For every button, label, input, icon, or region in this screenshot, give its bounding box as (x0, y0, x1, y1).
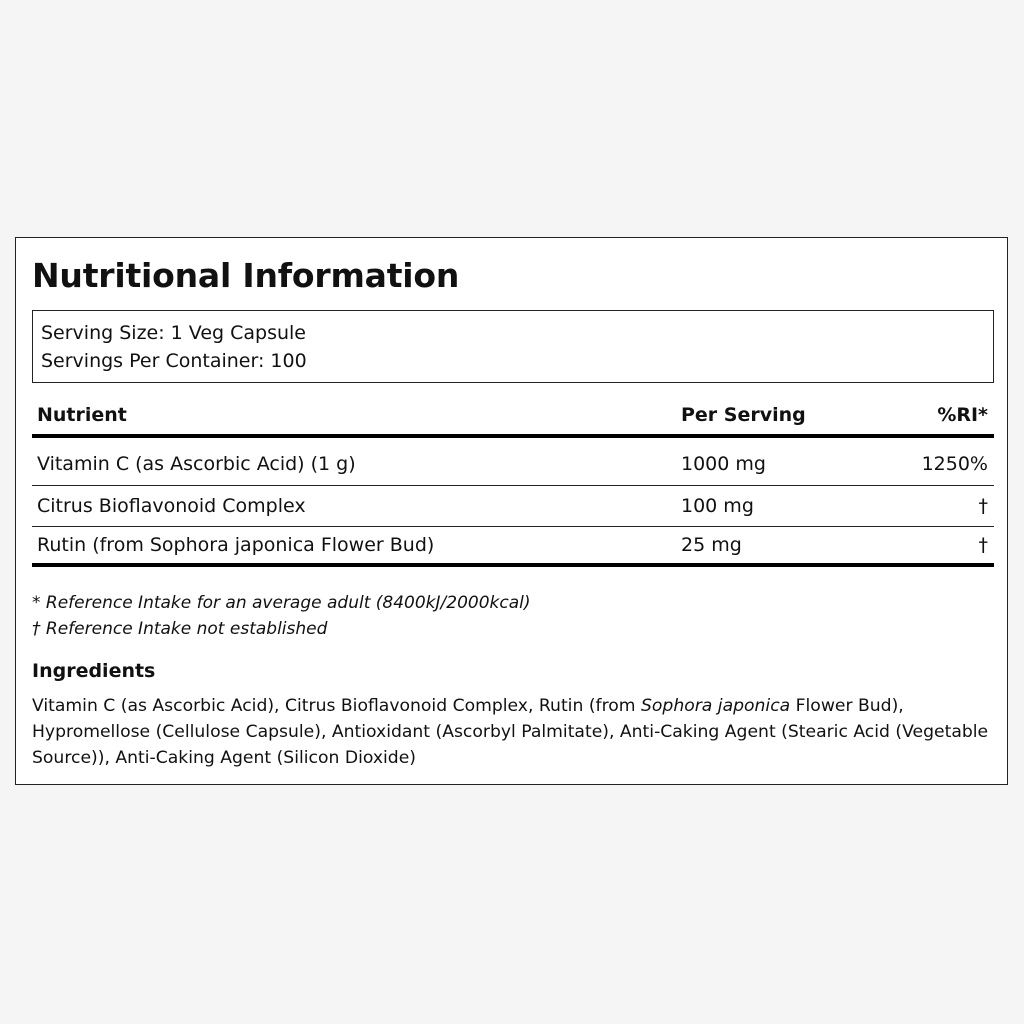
table-row (32, 526, 994, 567)
table-row (32, 485, 994, 526)
per-serving-value: 100 mg (681, 495, 754, 517)
dagger-footnote: † Reference Intake not established (32, 619, 328, 639)
serving-size: Serving Size: 1 Veg Capsule (41, 322, 306, 344)
ingredients-text-part: Vitamin C (as Ascorbic Acid), Citrus Bioflavonoid Complex, Rutin (from (32, 696, 641, 716)
ingredients-title: Ingredients (32, 660, 156, 682)
nutrient-name: Vitamin C (as Ascorbic Acid) (1 g) (37, 453, 356, 476)
serving-info-box (32, 310, 994, 383)
ingredients-italic-species: Sophora japonica (640, 696, 791, 716)
ri-value: † (978, 534, 988, 556)
nutrient-table (32, 396, 994, 567)
table-row (32, 438, 994, 485)
header-nutrient: Nutrient (37, 404, 127, 426)
nutrient-name: Rutin (from Sophora japonica Flower Bud) (37, 534, 435, 556)
nutrient-name: Citrus Bioflavonoid Complex (37, 495, 306, 517)
servings-per-container: Servings Per Container: 100 (41, 350, 307, 372)
ri-value: † (978, 495, 988, 517)
ingredients-text (32, 693, 992, 771)
per-serving-value: 25 mg (681, 534, 742, 556)
panel-title: Nutritional Information (32, 256, 460, 295)
table-header-row (32, 396, 994, 438)
ri-footnote: * Reference Intake for an average adult (8400kJ/2000kcal) (32, 593, 531, 613)
header-ri: %RI* (937, 404, 988, 426)
per-serving-value: 1000 mg (681, 453, 766, 476)
footnotes (32, 590, 531, 642)
ingredients-text-part: Flower Bud), Hypromellose (Cellulose Capsule), Antioxidant (Ascorbyl Palmitate), Anti-Caking Agent (Stearic Acid (Vegetable Source)), Anti-Caking Agent (Silicon Dioxide) (32, 696, 989, 768)
nutrition-panel (15, 237, 1008, 785)
ri-value: 1250% (921, 453, 988, 476)
header-per-serving: Per Serving (681, 404, 806, 426)
